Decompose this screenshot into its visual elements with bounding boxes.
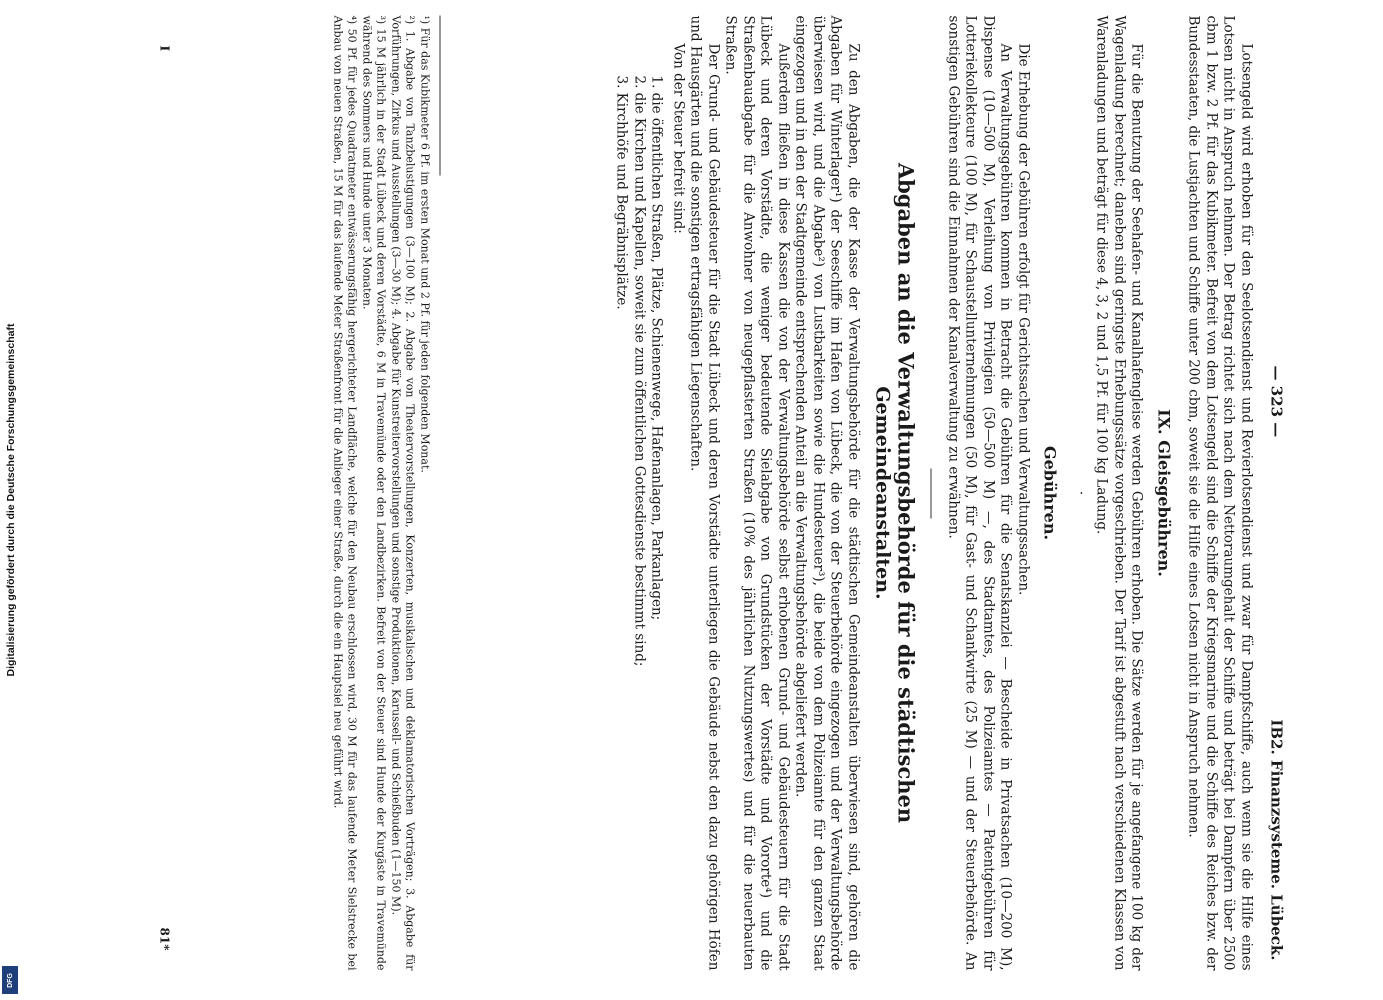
footnote-rule (439, 15, 440, 175)
page-rotated-content (150, 15, 1290, 970)
list-item: 1. die öffentlichen Straßen, Plätze, Schienenwege, Hafenanlagen, Parkanlagen; (648, 75, 665, 620)
signature-left: I (157, 45, 171, 51)
list-item: 3. Kirchhöfe und Begräbnisplätze. (613, 75, 630, 310)
exempt-list (612, 75, 665, 970)
footnote-3: ³) 15 M jährlich in der Stadt Lübeck und deren Vorstädte, 6 M in Travemünde oder den Landbezirken. Befreit von der Steuer sind Hunde der Kurgäste in Travemünde während des Sommers und Hunde unter 3 Monaten. (360, 15, 387, 970)
main-heading: Abgaben an die Verwaltungsbehörde für die städtischen (893, 162, 919, 823)
page-number: — 323 — (1267, 365, 1285, 437)
section-ix-title: IX. Gleisgebühren. (1154, 408, 1173, 577)
lotsengeld-paragraph: Lotsengeld wird erhoben für den Seelotsendienst und Revierlotsendienst und zwar für Dampfschiffe, auch wenn sie die Hilfe eines Lotsen nicht in Anspruch nehmen. Der Betrag richtet sich nach dem Nettoraumgehalt der Schiffe und beträgt bei Dampfern über 2500 cbm 1 bzw. 2 Pf. für das Kubikmeter. Befreit von dem Lotsengeld sind die Schiffe der Kriegsmarine und die Schiffe des Reiches bzw. der Bundesstaaten, die Lustjachten und Schiffe unter 200 cbm, soweit sie die Hilfe eines Lotsen nicht in Anspruch nehmen. (1185, 15, 1254, 970)
page-content (150, 15, 1290, 970)
footnotes (329, 15, 440, 970)
section-ix-text: Für die Benutzung der Seehafen- und Kanalhafengleise werden Gebühren erhoben. Die Sätze werden für je angefangene 100 kg der Wagenladung berechnet; daneben sind geringste Erhebungssätze vorgeschrieben. Der Tarif ist abgestuft nach verschiedenen Klassen von Warenladungen und beträgt für diese 4, 3, 2 und 1,5 Pf. für 100 kg Ladung. (1093, 15, 1145, 970)
body-paragraph-1: Zu den Abgaben, die der Kasse der Verwaltungsbehörde für die städtischen Gemeindeanstalten überwiesen sind, gehören die Abgaben für Winterlager¹) der Seeschiffe im Hafen von Lübeck, die von der Steuerbehörde eingezogen und der Verwaltungsbehörde überwiesen wird, und die Abgabe²) von Lustbarkeiten sowie die Hundesteuer³), die beide von dem Polizeiamte für den ganzen Staat eingezogen und in den der Stadtgemeinde entsprechenden Anteil an die Verwaltungsbehörde abgeliefert werden. (792, 15, 861, 970)
credit-text: Digitalisierung gefördert durch die Deutsche Forschungsgemeinschaft (5, 323, 17, 677)
footnote-4: ⁴) 50 Pf. für jedes Quadratmeter entwässerungsfähig hergerichteter Landfläche, welche für den Neubau erschlossen wird, 30 M für das laufende Meter Sielstrecke bei Anbau von neuen Straßen, 15 M für das laufende Meter Straßenfront für die Anlieger einer Straße, durch die ein Hauptsiel neu geführt wird. (331, 15, 358, 970)
gebuehren-title: Gebühren. (1040, 445, 1060, 540)
list-item: 2. die Kirchen und Kapellen, soweit sie zum öffentlichen Gottesdienste bestimmt sind; (631, 75, 647, 666)
gebuehren-p2: An Verwaltungsgebühren kommen in Betracht die Gebühren für die Senatskanzlei — Bescheide in Privatsachen (10—200 M), Dispense (10—500 M), Verleihung von Privilegien (50—500 M) —, des Stadtamtes, des Polizeiamtes — Patentgebühren für Lotteriekollekteure (100 M), für Schaustellunternehmungen (50 M), für Gast- und Schankwirte (25 M) — und der Steuerbehörde. An sonstigen Gebühren sind die Einnahmen der Kanalverwaltung zu erwähnen. (945, 15, 1014, 970)
scanned-page (150, 15, 1290, 970)
exempt-intro: Von der Steuer befreit sind: (670, 43, 686, 234)
footnote-2: ²) 1. Abgabe von Tanzbelustigungen (3—100 M); 2. Abgabe von Theatervorstellungen, Konzerten, musikalischen und deklamatorischen Vorträgen; 3. Abgabe für Vorführungen, Zirkus und Ausstellungen (3—30 M); 4. Abgabe für Kunstreitervorstellungen und sonstige Produktionen, Karussell- und Schießbuden (1—150 M). (389, 15, 416, 970)
separator-rule (931, 468, 932, 518)
body-paragraph-2: Außerdem fließen in diese Kassen die von der Verwaltungsbehörde selbst erhobenen Grund- und Gebäudesteuern für die Stadt Lübeck und deren Vorstädte, die weniger bedeutende Sielabgabe von Grundstücken der Vorstädte und Vororte⁴) und die Straßenbauabgabe für die Anwohner von neugepflasterten Straßen (10% des jährlichen Nutzungswertes) und für die neuerbauten Straßen. (722, 15, 791, 970)
running-head (1262, 15, 1284, 970)
body-paragraph-3: Der Grund- und Gebäudesteuer für die Stadt Lübeck und deren Vorstädte unterliegen die Gebäude nebst den dazu gehörigen Höfen und Hausgärten und die sonstigen ertragsfähigen Liegenschaften. (687, 15, 721, 970)
section-heading: IB2. Finanzsysteme. Lübeck. (1267, 718, 1285, 960)
text-body (612, 15, 1254, 970)
main-subheading: Gemeindeanstalten. (871, 385, 894, 600)
gebuehren-p1: Die Erhebung der Gebühren erfolgt für Gerichtssachen und Verwaltungssachen. (1015, 43, 1031, 595)
dfg-logo: DFG (2, 966, 18, 994)
signature-right: 81* (157, 927, 171, 950)
digitization-credit (0, 0, 22, 1000)
separator-dot: · (1072, 490, 1088, 495)
footnote-1: ¹) Für das Kubikmeter 6 Pf. im ersten Monat und 2 Pf. für jeden folgenden Monat. (418, 15, 431, 473)
